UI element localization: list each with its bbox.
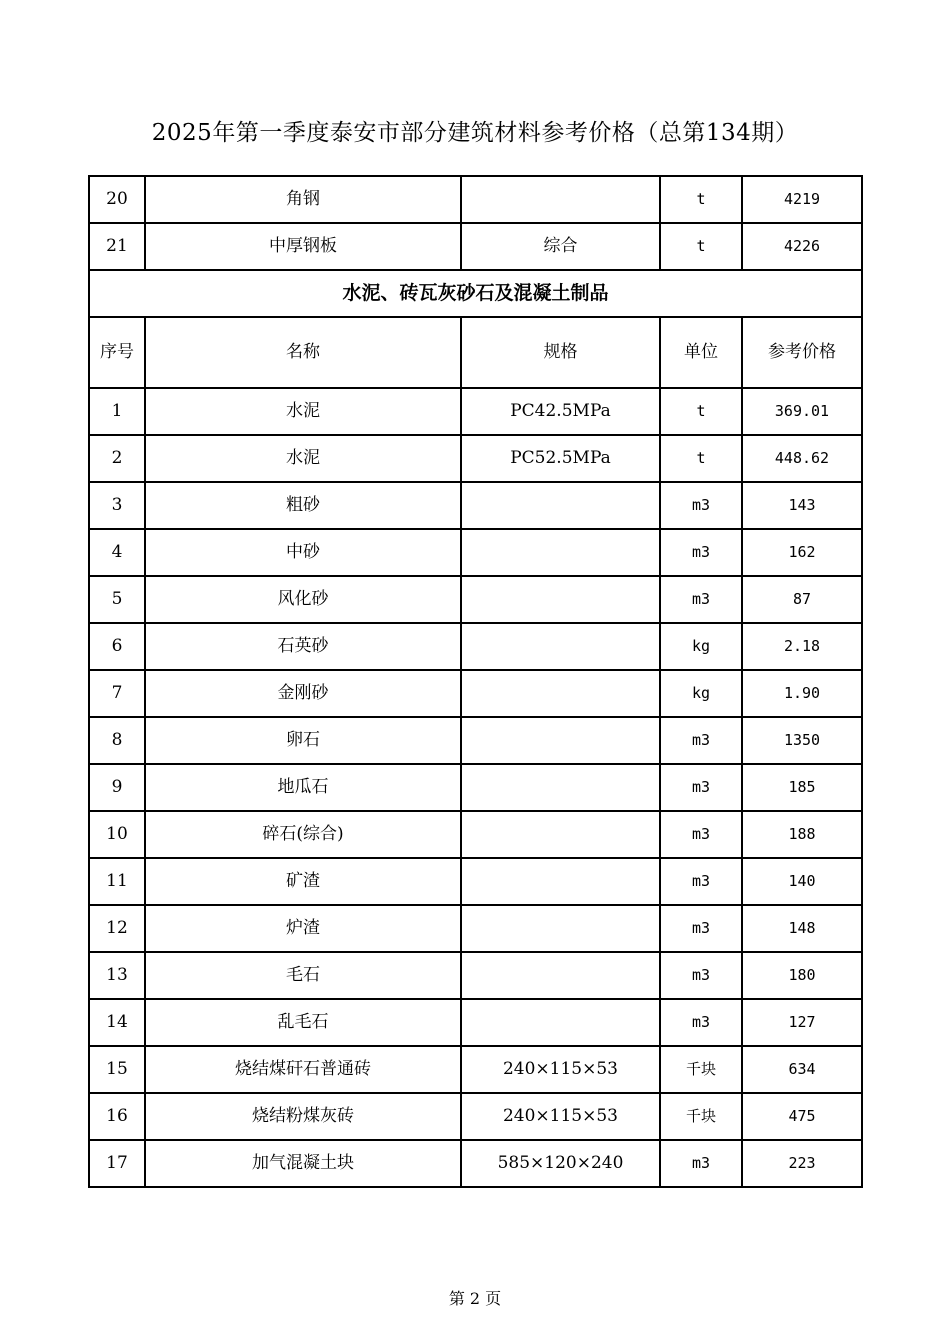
table-row <box>89 223 862 270</box>
cell-unit: m3 <box>660 952 742 999</box>
section-title: 水泥、砖瓦灰砂石及混凝土制品 <box>89 270 862 317</box>
cell-spec <box>461 482 660 529</box>
table-row <box>89 670 862 717</box>
cell-spec <box>461 811 660 858</box>
table-row <box>89 1140 862 1187</box>
cell-no: 12 <box>89 905 145 952</box>
cell-price: 448.62 <box>742 435 862 482</box>
cell-price: 2.18 <box>742 623 862 670</box>
cell-unit: m3 <box>660 811 742 858</box>
cell-spec <box>461 905 660 952</box>
cell-spec <box>461 529 660 576</box>
cell-unit: m3 <box>660 999 742 1046</box>
cell-name: 毛石 <box>145 952 461 999</box>
cell-no: 20 <box>89 176 145 223</box>
cell-unit: m3 <box>660 717 742 764</box>
cell-price: 475 <box>742 1093 862 1140</box>
cell-name: 水泥 <box>145 435 461 482</box>
cell-price: 634 <box>742 1046 862 1093</box>
cell-unit: m3 <box>660 858 742 905</box>
cell-spec: PC52.5MPa <box>461 435 660 482</box>
column-header-row <box>89 317 862 388</box>
cell-name: 加气混凝土块 <box>145 1140 461 1187</box>
cell-unit: m3 <box>660 764 742 811</box>
header-unit: 单位 <box>660 317 742 388</box>
cell-price: 148 <box>742 905 862 952</box>
cell-no: 4 <box>89 529 145 576</box>
cell-unit: m3 <box>660 482 742 529</box>
table-row <box>89 1046 862 1093</box>
cell-spec: 585×120×240 <box>461 1140 660 1187</box>
cell-no: 10 <box>89 811 145 858</box>
cell-spec <box>461 858 660 905</box>
cell-unit: kg <box>660 670 742 717</box>
cell-name: 烧结煤矸石普通砖 <box>145 1046 461 1093</box>
cell-name: 乱毛石 <box>145 999 461 1046</box>
cell-name: 石英砂 <box>145 623 461 670</box>
table-row <box>89 388 862 435</box>
table-row <box>89 482 862 529</box>
cell-no: 1 <box>89 388 145 435</box>
cell-spec <box>461 717 660 764</box>
header-price: 参考价格 <box>742 317 862 388</box>
header-no: 序号 <box>89 317 145 388</box>
cell-spec <box>461 623 660 670</box>
cell-unit: m3 <box>660 529 742 576</box>
table-row <box>89 811 862 858</box>
cell-spec: 综合 <box>461 223 660 270</box>
cell-unit: m3 <box>660 1140 742 1187</box>
cell-no: 7 <box>89 670 145 717</box>
cell-name: 风化砂 <box>145 576 461 623</box>
cell-name: 中砂 <box>145 529 461 576</box>
table-row <box>89 999 862 1046</box>
table-row <box>89 952 862 999</box>
cell-name: 粗砂 <box>145 482 461 529</box>
page-number: 第 2 页 <box>448 1289 502 1308</box>
page-title: 2025年第一季度泰安市部分建筑材料参考价格（总第134期） <box>151 120 799 146</box>
cell-unit: t <box>660 176 742 223</box>
cell-name: 中厚钢板 <box>145 223 461 270</box>
cell-unit: 千块 <box>660 1046 742 1093</box>
cell-unit: t <box>660 223 742 270</box>
cell-price: 369.01 <box>742 388 862 435</box>
cell-name: 金刚砂 <box>145 670 461 717</box>
cell-no: 11 <box>89 858 145 905</box>
cell-price: 223 <box>742 1140 862 1187</box>
header-spec: 规格 <box>461 317 660 388</box>
table-row <box>89 576 862 623</box>
cell-no: 21 <box>89 223 145 270</box>
cell-no: 14 <box>89 999 145 1046</box>
cell-no: 13 <box>89 952 145 999</box>
cell-no: 3 <box>89 482 145 529</box>
cell-name: 水泥 <box>145 388 461 435</box>
cell-unit: t <box>660 388 742 435</box>
cell-price: 4226 <box>742 223 862 270</box>
cell-no: 17 <box>89 1140 145 1187</box>
table-row <box>89 858 862 905</box>
table-row <box>89 529 862 576</box>
cell-name: 烧结粉煤灰砖 <box>145 1093 461 1140</box>
cell-name: 卵石 <box>145 717 461 764</box>
table-row <box>89 1093 862 1140</box>
cell-spec: 240×115×53 <box>461 1046 660 1093</box>
cell-price: 140 <box>742 858 862 905</box>
cell-price: 180 <box>742 952 862 999</box>
cell-price: 4219 <box>742 176 862 223</box>
table-row <box>89 435 862 482</box>
cell-name: 炉渣 <box>145 905 461 952</box>
cell-unit: 千块 <box>660 1093 742 1140</box>
cell-price: 185 <box>742 764 862 811</box>
cell-price: 1350 <box>742 717 862 764</box>
cell-spec <box>461 952 660 999</box>
cell-no: 2 <box>89 435 145 482</box>
table-row <box>89 623 862 670</box>
cell-spec: 240×115×53 <box>461 1093 660 1140</box>
table-row <box>89 717 862 764</box>
cell-unit: t <box>660 435 742 482</box>
cell-no: 8 <box>89 717 145 764</box>
cell-price: 188 <box>742 811 862 858</box>
table-row <box>89 905 862 952</box>
cell-spec <box>461 176 660 223</box>
cell-no: 6 <box>89 623 145 670</box>
header-name: 名称 <box>145 317 461 388</box>
cell-name: 碎石(综合) <box>145 811 461 858</box>
cell-name: 矿渣 <box>145 858 461 905</box>
table-row <box>89 176 862 223</box>
cell-name: 地瓜石 <box>145 764 461 811</box>
cell-price: 143 <box>742 482 862 529</box>
cell-no: 5 <box>89 576 145 623</box>
cell-no: 16 <box>89 1093 145 1140</box>
cell-unit: m3 <box>660 576 742 623</box>
cell-price: 87 <box>742 576 862 623</box>
cell-price: 1.90 <box>742 670 862 717</box>
section-header-row <box>89 270 862 317</box>
cell-spec <box>461 670 660 717</box>
cell-spec <box>461 576 660 623</box>
price-table <box>88 175 863 1188</box>
cell-spec <box>461 999 660 1046</box>
cell-price: 127 <box>742 999 862 1046</box>
table-row <box>89 764 862 811</box>
cell-price: 162 <box>742 529 862 576</box>
cell-name: 角钢 <box>145 176 461 223</box>
cell-spec: PC42.5MPa <box>461 388 660 435</box>
cell-unit: kg <box>660 623 742 670</box>
cell-no: 15 <box>89 1046 145 1093</box>
cell-spec <box>461 764 660 811</box>
cell-no: 9 <box>89 764 145 811</box>
cell-unit: m3 <box>660 905 742 952</box>
